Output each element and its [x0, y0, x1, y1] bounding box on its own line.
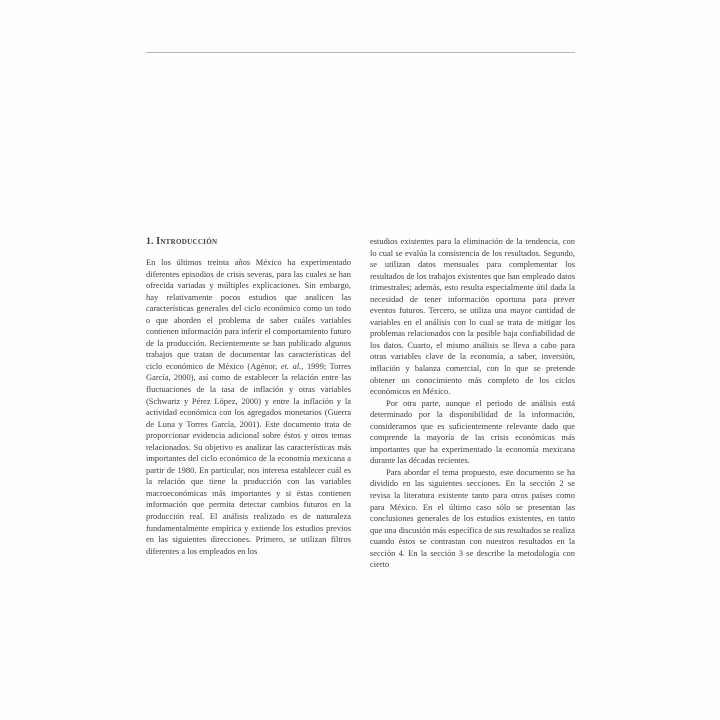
- section-title: Introducción: [156, 236, 218, 247]
- paragraph-intro: [146, 257, 351, 557]
- paragraph-por-otra-parte: Por otra parte, aunque el periodo de análisis está determinado por la disponibilidad de la información, consideramos que es suficientemente relevante dado que comprende la mayoría de las crisis económicas más importantes que ha experimentado la economía mexicana durante las décadas recientes.: [370, 397, 575, 466]
- section-number: 1.: [146, 236, 154, 247]
- paragraph-intro-part2: , 1999; Torres García, 2000), así como de establecer la relación entre las fluctuaciones de la tasa de inflación y otras variables (Schwartz y Pérez López, 2000) y entre la inflación y la actividad económica con los agregados monetarios (Guerra de Luna y Torres García, 2001). Este documento trata de proporcionar evidencia adicional sobre éstos y otros temas relacionados. Su objetivo es analizar las características más importantes del ciclo económico de la economía mexicana a partir de 1980. En particular, nos interesa establecer cuál es la relación que tiene la producción con las variables macroeconómicas más importantes y si éstas contienen información que permita detectar cambios futuros en la producción real. El análisis realizado es de naturaleza fundamentalmente empírica y extiende los estudios previos en las siguientes direcciones. Primero, se utilizan filtros diferentes a los empleados en los: [146, 360, 352, 556]
- right-text-column: [370, 236, 575, 571]
- paragraph-intro-part1: En los últimos treinta años México ha experimentado diferentes episodios de crisis severas, para las cuales se han ofrecida variadas y múltiples explicaciones. Sin embargo, hay relativamente pocos estudios que analicen las características generales del ciclo económico como un todo o que aborden el problema de saber cuáles variables contienen información para inferir el comportamiento futuro de la producción. Recientemente se han publicado algunos trabajos que tratan de documentar las características del ciclo económico de México (Agénor,: [146, 257, 351, 371]
- citation-et-al: et. al.: [280, 360, 302, 371]
- left-text-column: [146, 236, 351, 557]
- header-divider-rule: [146, 52, 575, 53]
- paragraph-estructura: Para abordar el tema propuesto, este documento se ha dividido en las siguientes secciones. En la sección 2 se revisa la literatura existente tanto para otros países como para México. En el último caso sólo se presentan las conclusiones generales de los estudios existentes, en tanto que una discusión más específica de sus resultados se realiza cuando éstos se contrastan con nuestros resultados en la sección 4. En la sección 3 se describe la metodología con cierto: [370, 466, 576, 570]
- paragraph-continuation: estudios existentes para la eliminación de la tendencia, con lo cual se evalúa la consistencia de los resultados. Segundo, se utilizan datos mensuales para complementar los resultados de los trabajos existentes que han empleado datos trimestrales; además, esto resulta especialmente útil dada la necesidad de tener información oportuna para prever eventos futuros. Tercero, se utiliza una mayor cantidad de variables en el análisis con lo cual se trata de mitigar los problemas relacionados con la posible baja confiabilidad de los datos. Cuarto, el mismo análisis se lleva a cabo para otras variables clave de la economía, a saber, inversión, inflación y balanza comercial, con lo que se pretende obtener un conocimiento más completo de los ciclos económicos en México.: [370, 236, 575, 397]
- section-heading: [146, 236, 351, 248]
